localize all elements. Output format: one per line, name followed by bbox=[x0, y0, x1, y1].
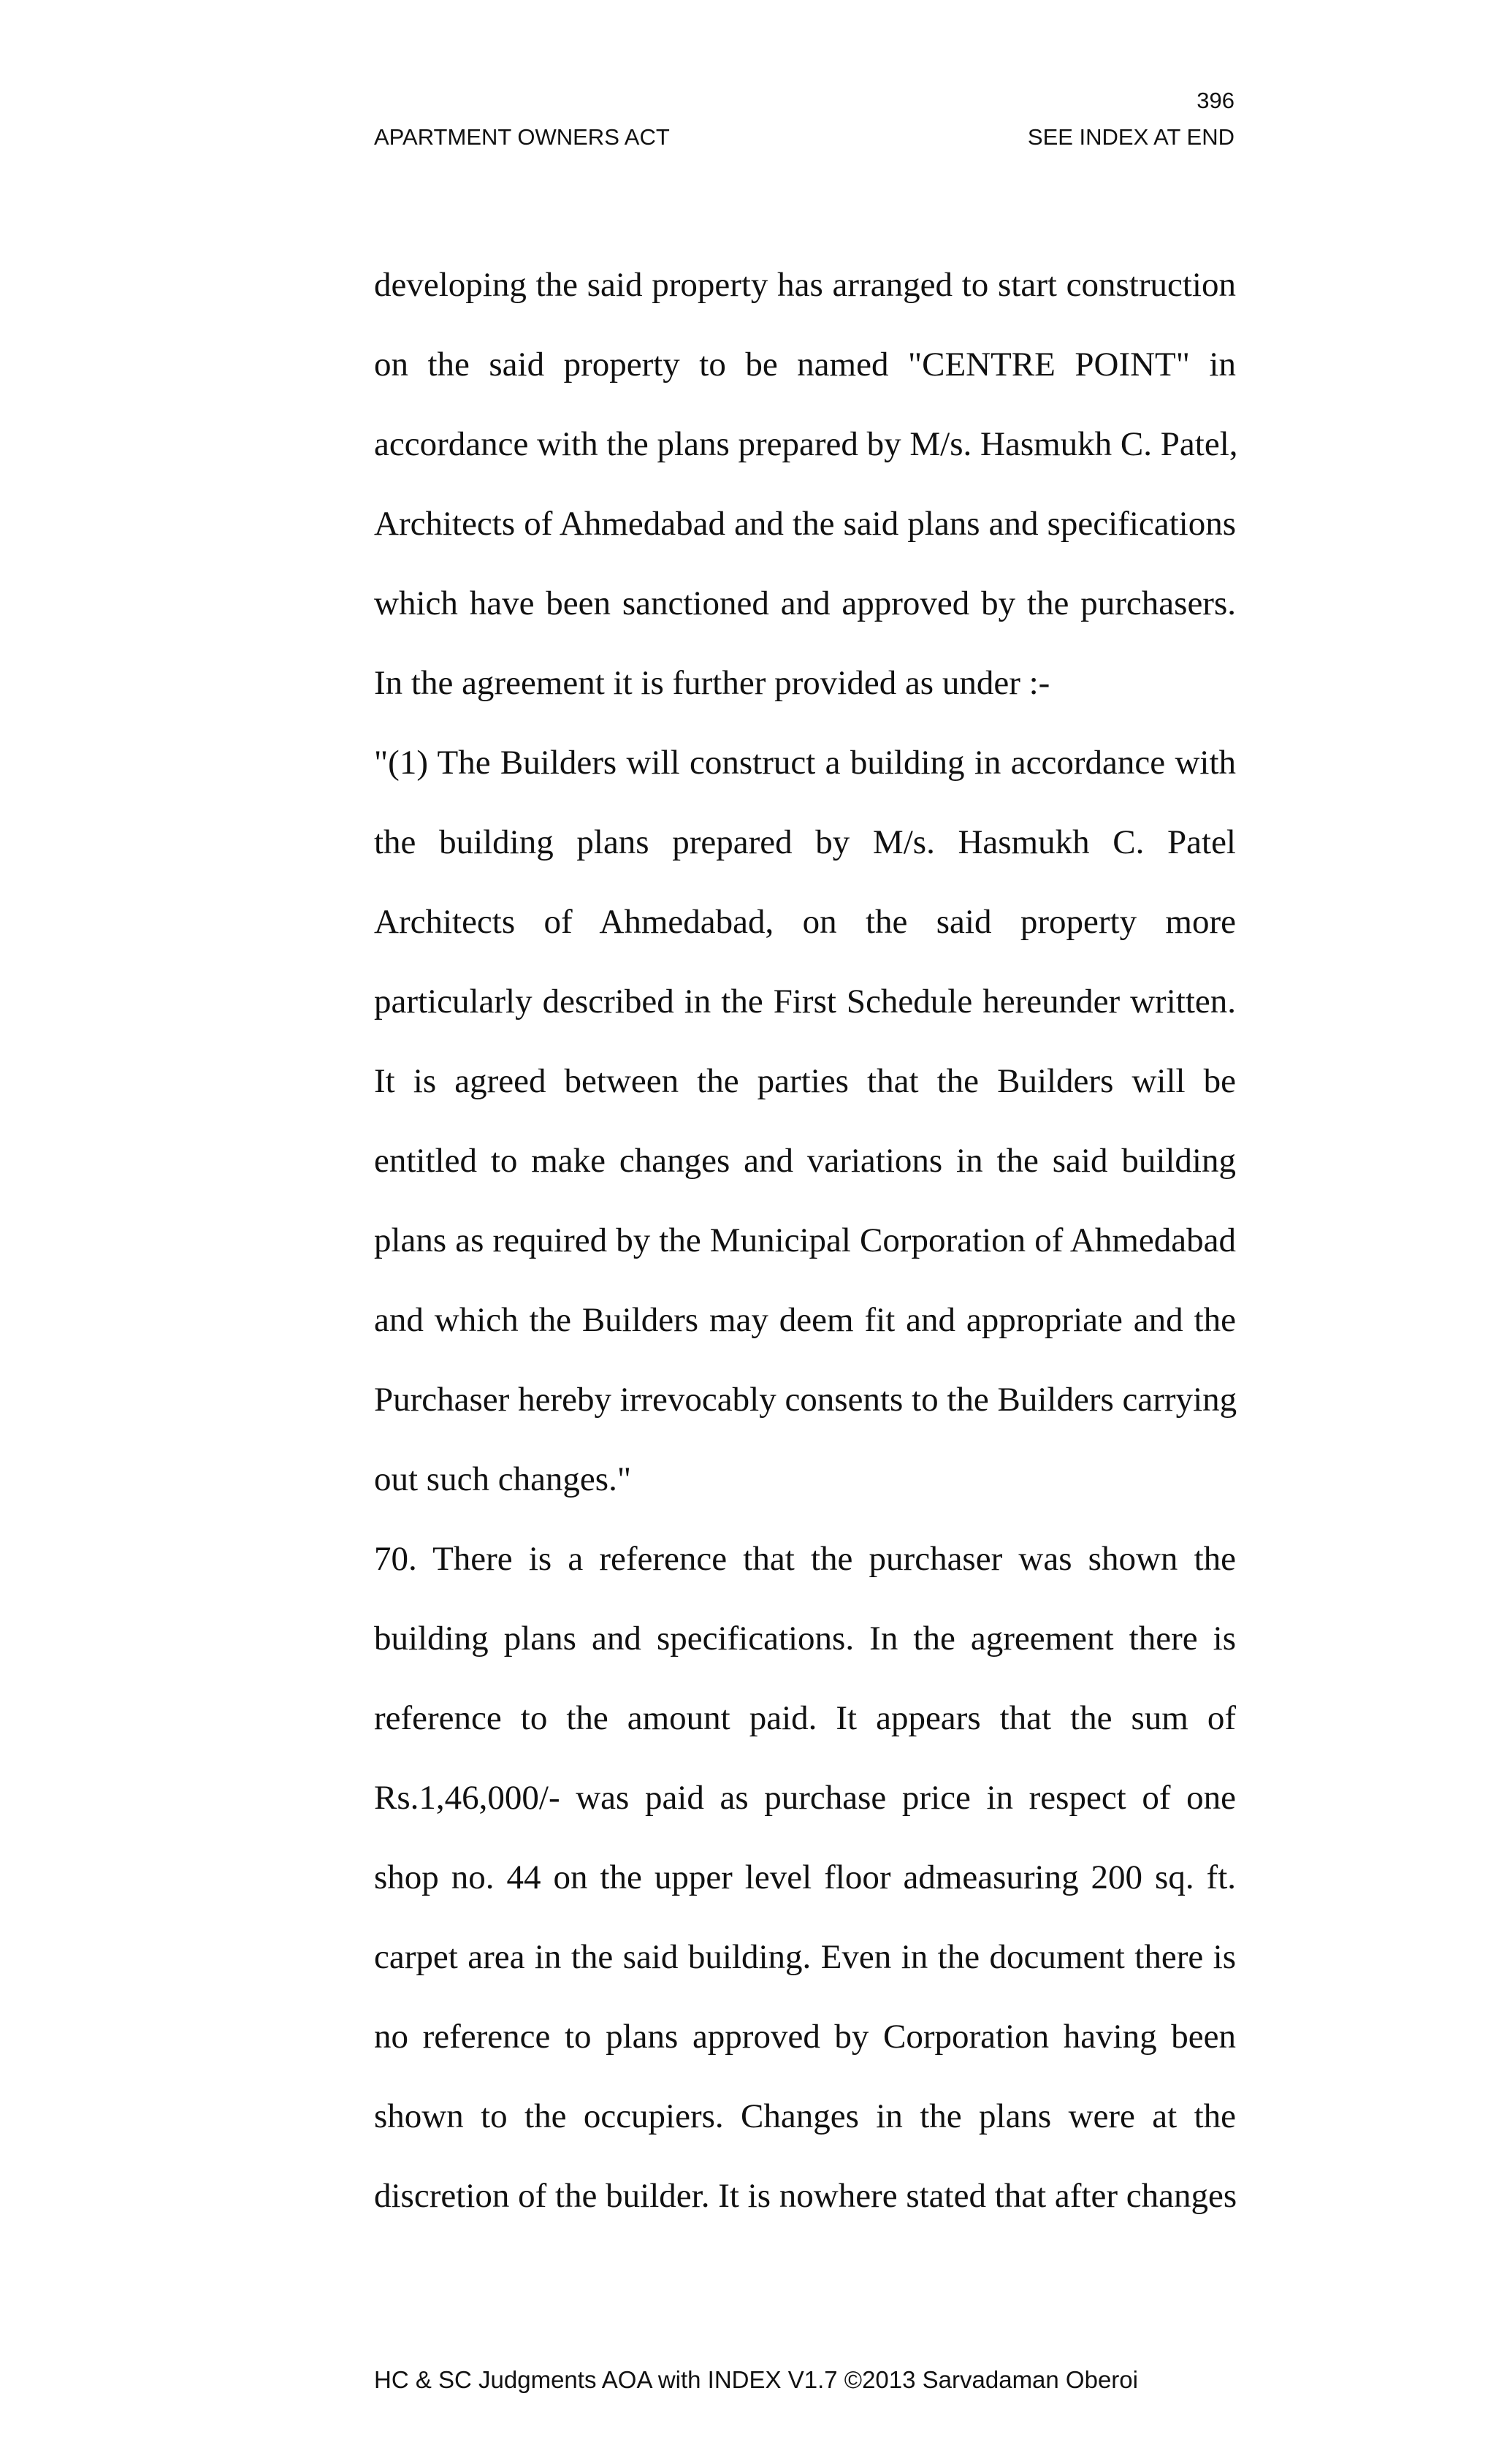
text-line: particularly described in the First Schedule hereunder written. bbox=[374, 983, 1236, 1021]
text-line: discretion of the builder. It is nowhere stated that after changes bbox=[374, 2177, 1237, 2215]
header-title: APARTMENT OWNERS ACT bbox=[374, 124, 670, 150]
page-header bbox=[374, 121, 1234, 153]
text-line: which have been sanctioned and approved by the purchasers. bbox=[374, 584, 1236, 622]
text-line: accordance with the plans prepared by M/s. Hasmukh C. Patel, bbox=[374, 425, 1238, 463]
text-line: entitled to make changes and variations in the said building bbox=[374, 1142, 1236, 1180]
judgment-text bbox=[374, 262, 1236, 2252]
text-line: building plans and specifications. In the agreement there is bbox=[374, 1620, 1236, 1658]
text-line: carpet area in the said building. Even in the document there is bbox=[374, 1938, 1236, 1976]
text-line: plans as required by the Municipal Corporation of Ahmedabad bbox=[374, 1221, 1236, 1259]
text-line: no reference to plans approved by Corporation having been bbox=[374, 2018, 1236, 2056]
text-line: shown to the occupiers. Changes in the plans were at the bbox=[374, 2097, 1236, 2135]
header-index-note: SEE INDEX AT END bbox=[1027, 124, 1234, 150]
text-line: It is agreed between the parties that the Builders will be bbox=[374, 1062, 1236, 1100]
text-line: 70. There is a reference that the purchaser was shown the bbox=[374, 1540, 1236, 1578]
text-line: the building plans prepared by M/s. Hasmukh C. Patel bbox=[374, 823, 1236, 861]
text-line: out such changes." bbox=[374, 1460, 632, 1498]
text-line: In the agreement it is further provided as under :- bbox=[374, 664, 1050, 702]
page-number: 396 bbox=[1197, 88, 1234, 113]
text-line: reference to the amount paid. It appears that the sum of bbox=[374, 1699, 1236, 1737]
text-line: Architects of Ahmedabad, on the said property more bbox=[374, 903, 1236, 941]
text-line: Purchaser hereby irrevocably consents to the Builders carrying bbox=[374, 1381, 1237, 1419]
text-line: "(1) The Builders will construct a building in accordance with bbox=[374, 744, 1236, 782]
page-footer: HC & SC Judgments AOA with INDEX V1.7 ©2013 Sarvadaman Oberoi bbox=[374, 2366, 1138, 2393]
text-line: and which the Builders may deem fit and appropriate and the bbox=[374, 1301, 1236, 1339]
text-line: Rs.1,46,000/- was paid as purchase price in respect of one bbox=[374, 1779, 1236, 1817]
text-line: on the said property to be named "CENTRE POINT" in bbox=[374, 346, 1236, 384]
text-line: shop no. 44 on the upper level floor admeasuring 200 sq. ft. bbox=[374, 1858, 1236, 1896]
text-line: Architects of Ahmedabad and the said plans and specifications bbox=[374, 505, 1236, 543]
text-line: developing the said property has arranged to start construction bbox=[374, 266, 1236, 304]
